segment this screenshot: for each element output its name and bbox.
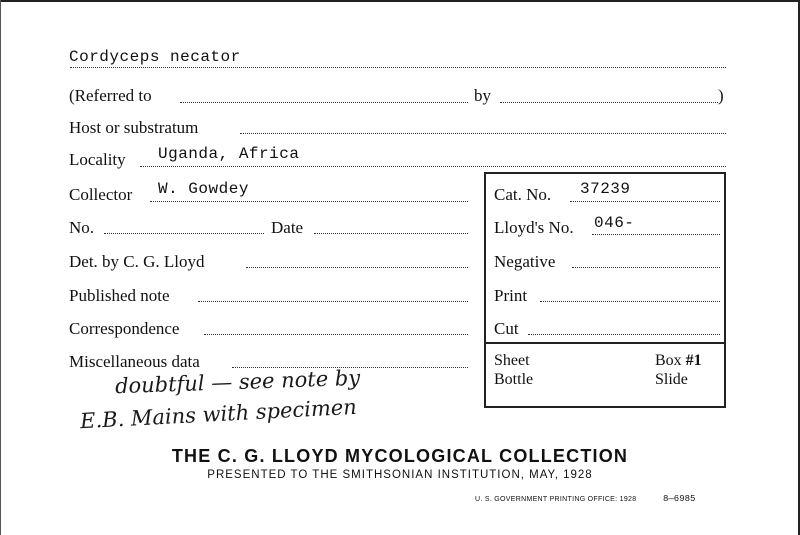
print-label: Print: [494, 286, 528, 305]
lloyd-no-line: [592, 234, 720, 235]
correspondence-line: [204, 334, 468, 335]
close-paren: ): [718, 86, 724, 105]
cut-line: [528, 334, 720, 335]
box-label-text: Box: [655, 352, 682, 369]
collector-value: W. Gowdey: [158, 180, 249, 198]
species-name: Cordyceps necator: [69, 48, 241, 66]
right-panel-right-border: [724, 172, 726, 408]
cat-no-line: [570, 201, 720, 202]
negative-label: Negative: [494, 252, 556, 271]
det-label: Det. by C. G. Lloyd: [69, 252, 205, 271]
host-label: Host or substratum: [69, 118, 199, 137]
by-label: by: [474, 86, 491, 105]
box-label: [655, 351, 702, 371]
by-line: [500, 102, 718, 103]
date-line: [314, 233, 468, 234]
cut-label: Cut: [494, 319, 519, 338]
sheet-label: Sheet: [494, 352, 530, 369]
card-top-edge: [0, 0, 800, 2]
collector-label: Collector: [69, 185, 133, 204]
cat-no-label: Cat. No.: [494, 185, 552, 204]
print-line: [540, 301, 720, 302]
right-panel-divider: [484, 342, 726, 344]
date-label: Date: [271, 218, 304, 237]
bottle-label: Bottle: [494, 371, 534, 388]
number-line: [104, 233, 264, 234]
form-code: 8—6985: [663, 494, 696, 504]
right-panel-top-border: [484, 172, 726, 174]
locality-line: [140, 166, 726, 167]
right-panel-left-border: [484, 172, 486, 408]
correspondence-label: Correspondence: [69, 319, 180, 338]
handwritten-note-line1: doubtful — see note by: [114, 365, 361, 399]
collection-subtitle: PRESENTED TO THE SMITHSONIAN INSTITUTION, MAY, 1928: [207, 469, 593, 481]
published-label: Published note: [69, 286, 170, 305]
right-panel-bottom-border: [484, 406, 726, 408]
slide-label: Slide: [655, 371, 688, 388]
locality-value: Uganda, Africa: [158, 145, 300, 163]
number-label: No.: [69, 218, 95, 237]
referred-to-line: [180, 102, 468, 103]
locality-label: Locality: [69, 150, 126, 169]
species-line: [70, 67, 726, 68]
box-value: #1: [685, 352, 702, 369]
host-line: [240, 133, 726, 134]
negative-line: [572, 267, 720, 268]
collection-title: THE C. G. LLOYD MYCOLOGICAL COLLECTION: [171, 446, 629, 466]
collector-line: [150, 201, 468, 202]
lloyd-no-value: 046-: [594, 214, 635, 232]
printing-office-note: U. S. GOVERNMENT PRINTING OFFICE: 1928: [475, 496, 637, 503]
det-line: [246, 267, 468, 268]
lloyd-no-label: Lloyd's No.: [494, 218, 574, 237]
published-line: [198, 301, 468, 302]
misc-label: Miscellaneous data: [69, 352, 200, 371]
cat-no-value: 37239: [580, 180, 631, 198]
referred-to-label: (Referred to: [69, 86, 152, 105]
handwritten-note-line2: E.B. Mains with specimen: [79, 394, 358, 434]
